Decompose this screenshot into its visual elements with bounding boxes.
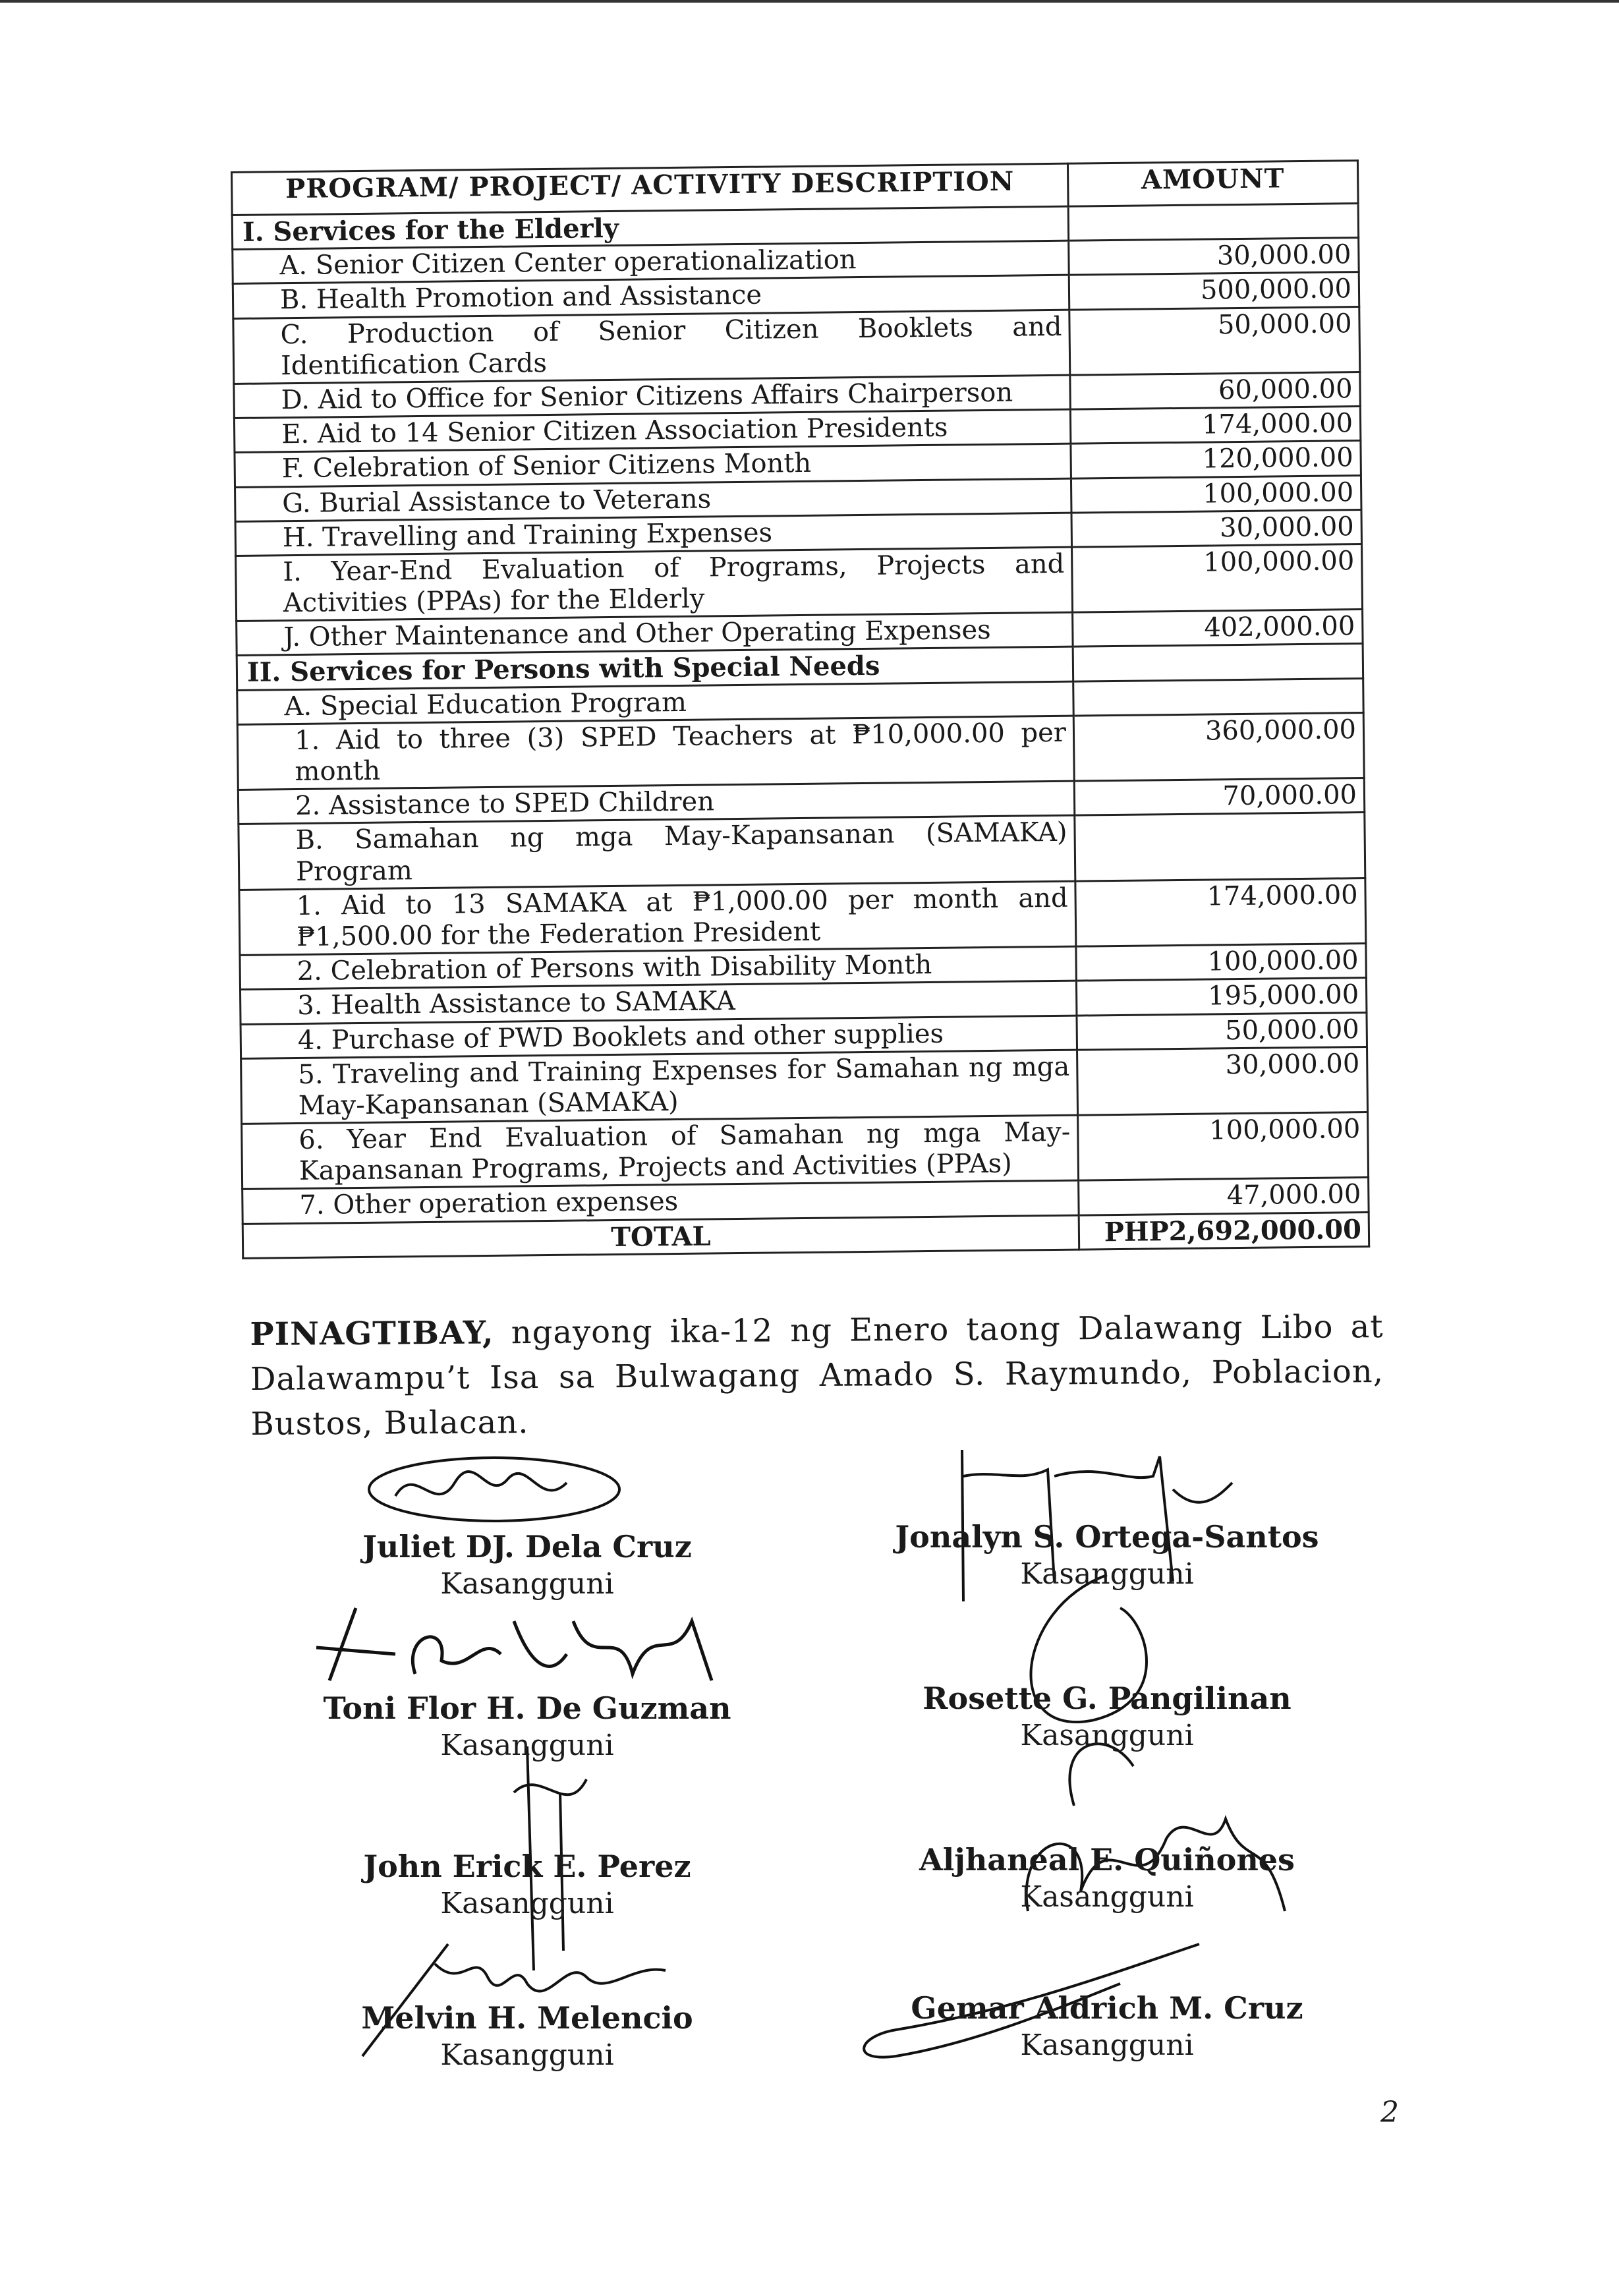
total-amount: PHP2,692,000.00 xyxy=(1079,1212,1369,1249)
row-amount: 100,000.00 xyxy=(1071,475,1361,513)
signature-scribble-dela-cruz xyxy=(356,1443,633,1535)
row-description: G. Burial Assistance to Veterans xyxy=(235,478,1071,521)
row-description: C. Production of Senior Citizen Booklets and Identification Cards xyxy=(233,310,1070,384)
row-description: F. Celebration of Senior Citizens Month xyxy=(235,444,1071,486)
closing-text: ngayong ika-12 ng Enero taong Dalawang Libo at Dalawampu’t Isa sa Bulwagang Amado S. Raymundo, Poblacion, Bustos, Bulacan. xyxy=(250,1307,1384,1443)
table-row xyxy=(241,1047,1368,1124)
page-number: 2 xyxy=(1380,2096,1399,2129)
signatory-name: Jonalyn S. Ortega-Santos xyxy=(895,1519,1319,1555)
table-body xyxy=(232,204,1369,1224)
row-description: 7. Other operation expenses xyxy=(242,1181,1079,1224)
table-row xyxy=(242,1112,1369,1190)
signatory-4 xyxy=(857,1680,1357,1752)
row-description: I. Services for the Elderly xyxy=(232,206,1068,249)
row-description: 2. Celebration of Persons with Disability Month xyxy=(240,946,1076,989)
row-amount xyxy=(1075,813,1365,881)
signatory-3 xyxy=(277,1690,778,1762)
row-description: B. Samahan ng mga May-Kapansanan (SAMAKA) Program xyxy=(239,816,1075,890)
signatory-role: Kasangguni xyxy=(1020,1880,1194,1914)
budget-table xyxy=(231,159,1370,1259)
row-description: E. Aid to 14 Senior Citizen Association Presidents xyxy=(234,409,1070,452)
row-amount xyxy=(1068,204,1359,241)
row-amount: 100,000.00 xyxy=(1077,1112,1368,1181)
signatory-role: Kasangguni xyxy=(440,1887,614,1920)
signatory-role: Kasangguni xyxy=(1020,2028,1194,2062)
row-description: 2. Assistance to SPED Children xyxy=(238,781,1074,824)
row-description: J. Other Maintenance and Other Operating Expenses xyxy=(237,612,1073,655)
closing-lead: PINAGTIBAY, xyxy=(250,1314,494,1354)
table-row xyxy=(239,878,1366,955)
row-description: II. Services for Persons with Special Needs xyxy=(237,647,1073,690)
row-amount: 100,000.00 xyxy=(1076,944,1367,981)
row-amount: 70,000.00 xyxy=(1074,778,1365,816)
top-border-line xyxy=(0,0,1619,3)
signature-scribble-de-guzman xyxy=(316,1595,738,1700)
signatory-name: Juliet DJ. Dela Cruz xyxy=(362,1529,692,1564)
row-amount: 50,000.00 xyxy=(1069,306,1360,375)
signatory-7 xyxy=(277,2000,778,2072)
row-amount: 500,000.00 xyxy=(1069,272,1359,310)
row-amount: 60,000.00 xyxy=(1070,372,1361,410)
row-description: H. Travelling and Training Expenses xyxy=(235,513,1071,556)
row-amount: 100,000.00 xyxy=(1071,544,1362,612)
row-amount: 30,000.00 xyxy=(1077,1047,1367,1115)
row-amount: 195,000.00 xyxy=(1076,978,1367,1016)
row-description: D. Aid to Office for Senior Citizens Affairs Chairperson xyxy=(234,375,1070,418)
row-description: I. Year-End Evaluation of Programs, Projects and Activities (PPAs) for the Elderly xyxy=(236,547,1073,621)
signatory-role: Kasangguni xyxy=(440,1729,614,1762)
signatory-name: Rosette G. Pangilinan xyxy=(923,1680,1292,1716)
closing-paragraph xyxy=(250,1304,1384,1447)
table-row xyxy=(236,544,1363,621)
total-label: TOTAL xyxy=(242,1215,1079,1258)
row-description: 5. Traveling and Training Expenses for Samahan ng mga May-Kapansanan (SAMAKA) xyxy=(241,1050,1078,1124)
row-amount: 47,000.00 xyxy=(1079,1178,1369,1215)
signatory-name: Gemar Aldrich M. Cruz xyxy=(911,1990,1303,2026)
row-amount: 174,000.00 xyxy=(1075,878,1366,946)
row-description: 1. Aid to three (3) SPED Teachers at ₱10,000.00 per month xyxy=(237,716,1074,790)
signatory-8 xyxy=(857,1990,1357,2062)
signatory-5 xyxy=(277,1849,778,1920)
row-description: A. Senior Citizen Center operationalization xyxy=(233,241,1069,283)
table-row xyxy=(233,306,1360,384)
table-row xyxy=(239,813,1365,890)
header-description: PROGRAM/ PROJECT/ ACTIVITY DESCRIPTION xyxy=(232,163,1069,215)
signatory-6 xyxy=(857,1842,1357,1914)
row-description: 3. Health Assistance to SAMAKA xyxy=(241,981,1077,1023)
header-amount: AMOUNT xyxy=(1067,161,1358,207)
row-description: 6. Year End Evaluation of Samahan ng mga May-Kapansanan Programs, Projects and Activities (PPAs) xyxy=(242,1115,1079,1190)
row-amount xyxy=(1073,678,1364,716)
signatory-1 xyxy=(277,1529,778,1601)
row-amount: 402,000.00 xyxy=(1073,610,1363,647)
row-amount: 50,000.00 xyxy=(1077,1012,1367,1050)
row-amount: 30,000.00 xyxy=(1071,509,1362,547)
row-amount: 360,000.00 xyxy=(1073,712,1364,781)
signatory-role: Kasangguni xyxy=(440,2038,614,2072)
row-description: 4. Purchase of PWD Booklets and other supplies xyxy=(241,1016,1077,1058)
signatory-name: John Erick E. Perez xyxy=(363,1849,691,1884)
row-amount: 174,000.00 xyxy=(1070,407,1361,444)
row-description: A. Special Education Program xyxy=(237,681,1073,724)
signatory-name: Aljhaneal E. Quiñones xyxy=(919,1842,1295,1878)
row-amount xyxy=(1073,644,1363,681)
row-amount: 30,000.00 xyxy=(1069,238,1359,275)
signatory-2 xyxy=(857,1519,1357,1591)
signatory-name: Melvin H. Melencio xyxy=(361,2000,693,2036)
signatory-role: Kasangguni xyxy=(1020,1557,1194,1591)
row-amount: 120,000.00 xyxy=(1071,441,1361,478)
signatory-role: Kasangguni xyxy=(1020,1719,1194,1752)
signatory-name: Toni Flor H. De Guzman xyxy=(323,1690,731,1726)
signatory-role: Kasangguni xyxy=(440,1567,614,1601)
row-description: B. Health Promotion and Assistance xyxy=(233,275,1069,318)
row-description: 1. Aid to 13 SAMAKA at ₱1,000.00 per month and ₱1,500.00 for the Federation President xyxy=(239,881,1076,956)
table-row xyxy=(237,712,1364,789)
